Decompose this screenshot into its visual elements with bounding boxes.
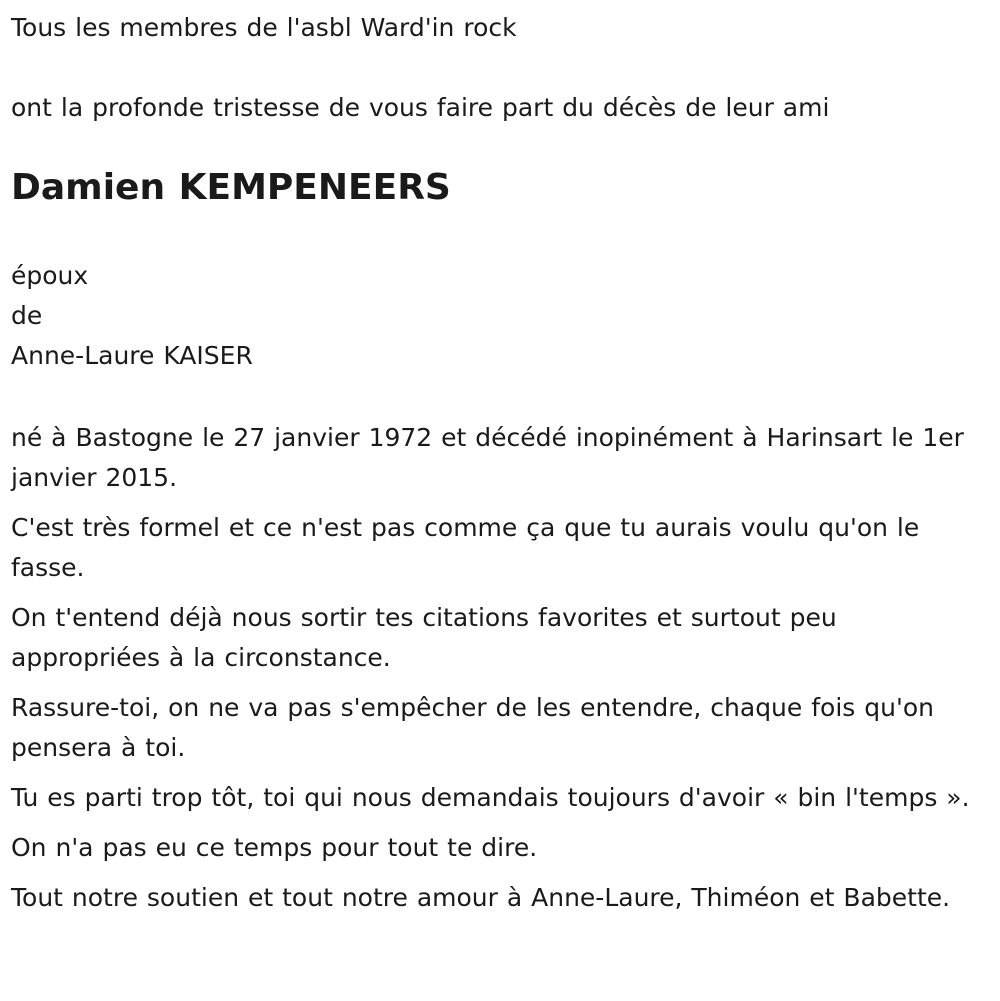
intro-text: Tous les membres de l'asbl Ward'in rock xyxy=(11,13,517,42)
message-body xyxy=(11,418,990,918)
relation-epoux: époux xyxy=(11,261,89,290)
deceased-name: Damien KEMPENEERS xyxy=(11,167,451,208)
paragraph-citations: On t'entend déjà nous sortir tes citations favorites et surtout peu appropriées à la circonstance. xyxy=(11,603,837,672)
spouse-name: Anne-Laure KAISER xyxy=(11,341,253,370)
paragraph-soutien: Tout notre soutien et tout notre amour à Anne-Laure, Thiméon et Babette. xyxy=(11,883,951,912)
paragraph-formal: C'est très formel et ce n'est pas comme ça que tu aurais voulu qu'on le fasse. xyxy=(11,513,920,582)
paragraph-birth-death: né à Bastogne le 27 janvier 1972 et décédé inopinément à Harinsart le 1er janvier 2015. xyxy=(11,423,964,492)
relation-de: de xyxy=(11,301,43,330)
spouse-block xyxy=(11,256,990,376)
paragraph-rassure: Rassure-toi, on ne va pas s'empêcher de les entendre, chaque fois qu'on pensera à toi. xyxy=(11,693,934,762)
paragraph-temps: On n'a pas eu ce temps pour tout te dire. xyxy=(11,833,538,862)
announcement-text: ont la profonde tristesse de vous faire part du décès de leur ami xyxy=(11,93,830,122)
paragraph-parti: Tu es parti trop tôt, toi qui nous demandais toujours d'avoir « bin l'temps ». xyxy=(11,783,970,812)
